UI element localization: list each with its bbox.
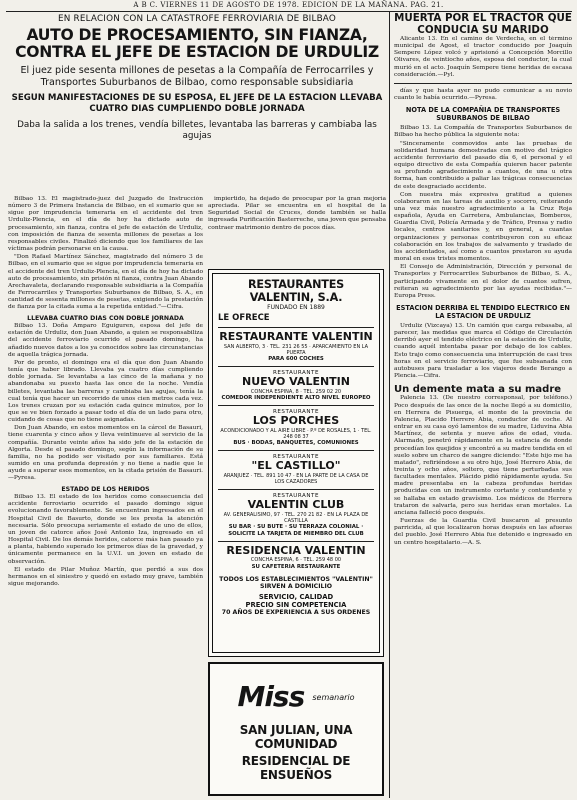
article-headline: Un demente mata a su madre [394, 384, 562, 396]
miss-ad-line: SAN JULIAN, UNA COMUNIDAD [239, 723, 353, 751]
divider [394, 83, 572, 84]
restaurant-name: NUEVO VALENTIN [242, 375, 350, 389]
ad-footer [218, 576, 374, 617]
restaurant-address: AV. GENERALISIMO, 97 · TEL. 270 21 82 · EN LA PLAZA DE CASTILLA [223, 511, 369, 525]
right-column [394, 12, 572, 800]
paragraph: "Don Rafael Martínez Sánchez, magistrado del número 3 de Bilbao, en el sumario que se sigue por imprudencia temeraria en el accidente del tren Urduliz-Plencia, en el día de hoy ha dictado auto de procesamiento, sin prisión ni fianza, contra Juan Abando Arechavaleta, declarando responsable subsidiaria a la Compañía de Ferrocarriles y Transportes Suburbanos de Bilbao, S. A., en cantidad de sesenta millones de pesetas, exigiendo la prestación de fianza por la citada suma a la repetida entidad."—Cifra. [8, 254, 203, 311]
section-subhead: ESTADO DE LOS HERIDOS [61, 485, 150, 493]
restaurant-address: CONCHA ESPINA, 8 · TEL. 259 02 20 [250, 388, 342, 395]
article-kicker: EN RELACION CON LA CATASTROFE FERROVIARIA DE BILBAO [57, 14, 336, 24]
article-subheadline: El juez pide sesenta millones de pesetas a la Compañía de Ferrocarriles y Transportes Suburbanos de Bilbao, como responsable subsidiaria [20, 65, 374, 88]
restaurant-name: RESIDENCIA VALENTIN [226, 543, 366, 557]
article-headline: MUERTA POR EL TRACTOR QUE CONDUCIA SU MARIDO [394, 12, 572, 36]
paragraph: impiertido, ha dejado de preocupar por la gran mejoría apreciada. Pilar se encuentra en el hospital de la Seguridad Social de Cruces, donde también se halla ingresada Purificación Basterreche, una joven que pensaba contraer matrimonio dentro de pocos días. [208, 196, 386, 231]
section-subhead: NOTA DE LA COMPAÑIA DE TRANSPORTES SUBURBANOS DE BILBAO [405, 106, 561, 123]
paragraph: El estado de Pilar Muñoz Martín, que perdió a sus dos hermanos en el siniestro y quedó en estado muy grave, también sigue mejorando. [8, 566, 203, 587]
section-subhead: LLEVABA CUATRO DIAS CON DOBLE JORNADA [27, 314, 184, 322]
paragraph: Palencia 13. (De nuestro corresponsal, por teléfono.) Poco después de las once de la noche llegó a su domicilio, en Herrera de Pisuerga, el monte de la provincia de Palencia, Placido Herrero Abia, conductor de coche. Al entrar en su casa oyó lamentos de su madre, Liduvina Abia Martínez, de setenta y nueve años de edad, viuda. Alarmado, penetró rápidamente en la estancia de donde procedían los quejidos y encontró a su madre tendida en el suelo sobre un charco de sangre diciendo: "Este hijo me ha matado", refiriéndose a su otro hijo, José Herrero Abia, de treinta y ocho años, soltero, que tiene perturbadas sus facultades mentales. Plácido pidió rápidamente ayuda. Su madre presentaba en la cabeza profundas heridas producidas con un instrumento cortante y contundente y se hallaba en estado gravísimo. Los médicos de Herrera trataron de salvarla, pero sus heridas eran mortales. La anciana falleció poco después. [394, 395, 572, 516]
ad-offer-label: LE OFRECE [218, 313, 270, 323]
page-folio: A B C. VIERNES 11 DE AGOSTO DE 1978. EDICION DE LA MAÑANA. PAG. 21. [133, 1, 444, 9]
restaurant-name: RESTAURANTE VALENTIN [219, 330, 373, 343]
miss-magazine-advertisement [208, 662, 384, 796]
paragraph: Fuerzas de la Guardia Civil buscaron al presunto parricida, al que localizaron horas después en las afueras del pueblo. José Herrero Abia fue detenido e ingresado en un centro hospitalario.—A. S. [394, 518, 572, 546]
ad-footer-line: TODOS LOS ESTABLECIMIENTOS "VALENTIN" SIRVEN A DOMICILIO [219, 575, 373, 591]
restaurant-entry [218, 366, 374, 401]
restaurant-entry [218, 450, 374, 485]
restaurant-extra: SU CAFETERIA RESTAURANTE [251, 563, 341, 570]
section-subhead: ESTACION DERRIBA EL TENDIDO ELECTRICO EN LA ESTACION DE URDULIZ [396, 304, 570, 320]
article-subheadline-2: SEGUN MANIFESTACIONES DE SU ESPOSA, EL JEFE DE LA ESTACION LLEVABA CUATRO DIAS CUMPLIENDO DOBLE JORNADA [11, 93, 383, 115]
restaurant-entry [218, 405, 374, 446]
restaurant-extra: SU BAR · SU BUTE · SU TERRAZA COLONIAL · SOLICITE LA TARJETA DE MIEMBRO DEL CLUB [228, 524, 364, 537]
restaurant-entry [218, 489, 374, 537]
article-column-2 [208, 196, 386, 266]
paragraph: Bilbao 13. El magistrado-juez del Juzgado de Instrucción número 3 de Primera Instancia de Bilbao, en el sumario que se sigue por imprudencia temeraria en el accidente del tren Urduliz-Plencia, en el día de hoy ha dictado auto de procesamiento, sin fianza, contra el jefe de estación de Urduliz, con imposición de fianza de sesenta millones de pesetas a los responsables civiles. Finalizó diciendo que los familiares de las víctimas podrán personarse en la causa. [8, 196, 203, 253]
article-subheadline-3: Daba la salida a los trenes, vendía billetes, levantaba las barreras y cambiaba las agujas [17, 120, 377, 142]
paragraph: El Consejo de Administración, Dirección y personal de Transportes y Ferrocarriles Suburbanos de Bilbao, S. A., participando vivamente en el dolor de cuantos sufren, reiteran su agradecimiento por las ayudas recibidas."—Europa Press. [394, 264, 572, 299]
restaurant-extra: COMEDOR INDEPENDIENTE ALTO NIVEL EUROPEO [221, 394, 371, 401]
miss-ad-line: RESIDENCIAL DE ENSUEÑOS [241, 754, 351, 782]
restaurant-extra: BUS · BODAS, BANQUETES, COMUNIONES [233, 440, 359, 447]
lead-article-header [8, 14, 386, 142]
ad-title: RESTAURANTES VALENTIN, S.A. [247, 278, 345, 304]
restaurant-name: LOS PORCHES [252, 414, 340, 428]
restaurant-kind: RESTAURANTE [273, 493, 319, 500]
column-divider [389, 12, 390, 798]
ad-footer-line: 70 AÑOS DE EXPERIENCIA A SUS ORDENES [221, 609, 371, 617]
restaurant-kind: RESTAURANTE [273, 370, 319, 377]
miss-logo: Miss [237, 680, 305, 713]
restaurant-kind: RESTAURANTE [273, 409, 319, 416]
ad-footer-line: SERVICIO, CALIDAD [258, 593, 334, 601]
restaurant-address: CONCHA ESPINA, 6 · TEL. 259 48 00 [250, 557, 342, 564]
ad-founded: FUNDADO EN 1889 [267, 304, 325, 311]
restaurant-kind: RESTAURANTE [273, 454, 319, 461]
restaurant-address: SAN ALBERTO, 3 · TEL. 231 26 55 · APARCAMIENTO EN LA PUERTA [223, 343, 369, 356]
ad-footer-line: PRECIO SIN COMPETENCIA [245, 600, 347, 609]
article-column-1 [8, 196, 203, 796]
paragraph: Alicante 13. En el camino de Verdecha, en el término municipal de Agost, el tractor conducido por Joaquín Sempere López volcó y aprisionó a Concepción Morcillo Olivares, de veintiocho años, esposa del conductor, la cual murió en el acto. Joaquín Sempere tiene heridas de escasa consideración.—Pyl. [394, 36, 572, 78]
restaurant-address: ACONDICIONADO Y AL AIRE LIBRE · P.º DE ROSALES, 1 · TEL. 248 08 37 [220, 427, 372, 440]
restaurant-name: VALENTIN CLUB [247, 498, 345, 512]
restaurant-extra: PARA 600 COCHES [268, 355, 324, 362]
paragraph: Urduliz (Vizcaya) 13. Un camión que carga rebasaba, al parecer, las medidas que marca el Código de Circulación derribó ayer el tendido eléctrico en la estación de Urduliz, cuando aquél intentaba pasar por debajo de los cables. Esto trajo como consecuencia una interrupción de casi tres horas en el servicio ferroviario, que fue subsanada con autobuses para trasladar a los viajeros desde Berango a Plencia.—Cifra. [394, 323, 572, 380]
paragraph: días y que hasta ayer no pudo comunicar a su novio cuanto le había ocurrido.—Pyresa. [394, 87, 572, 102]
miss-tagline: semanario [312, 693, 355, 702]
paragraph: Con nuestra más expresiva gratitud a quienes colaboraron en las tareas de auxilio y socorro, reiterando una vez más nuestro agradecimiento a la Cruz Roja española, Ayuda en Carretera, Ambulancias, Bomberos, Guardia Civil, Policía Armada y de Tráfico, Prensa y radio locales, centros sanitarios y, en general, a cuantas organizaciones y personas contribuyeron con su eficaz colaboración en los trabajos de salvamento y traslado de los accidentados, así como a cuantos prestaron su ayuda moral en esos tristes momentos. [394, 191, 572, 263]
paragraph: Bilbao 13. El estado de los heridos como consecuencia del accidente ferroviario ocurrido el pasado domingo sigue evolucionando favorablemente. Se encuentran ingresados en el Hospital Civil de Basurto, donde se les presta la atención necesaria. Sólo preocupa seriamente el estado de uno de ellos, un joven de catorce años José Antonio Iza, ingresado en el Hospital Civil. De los demás heridos, catorce más han pasado ya a planta, habiendo superado los primeros días de la gravedad, y únicamente permanece en la U.V.I. un joven en estado de observación. [8, 494, 203, 565]
paragraph: "Sinceramente conmovidos ante las pruebas de solidaridad humana demostradas con motivo del trágico accidente ferroviario del pasado día 6, el personal y el equipo directivo de esta Compañía quieren hacer patente su profundo agradecimiento a cuantos, de una u otra forma, han contribuido a paliar las trágicas consecuencias de este desgraciado accidente. [394, 140, 572, 190]
article-headline: AUTO DE PROCESAMIENTO, SIN FIANZA, CONTRA EL JEFE DE ESTACION DE URDULIZ [15, 26, 379, 61]
restaurant-advertisement [208, 269, 384, 657]
article-body [394, 36, 572, 800]
restaurant-name: "EL CASTILLO" [251, 459, 341, 473]
paragraph: Don Juan Abando, en estos momentos en la cárcel de Basauri, tiene cuarenta y cinco años y lleva veintinueve al servicio de la compañía. Durante veinte años ha sido jefe de la estación de Algorta. Desde el pasado domingo, según la información de su familia, no ha podido ser visitado por sus familiares. Está sumido en una profunda depresión y no tiene a nadie que le ayude a superar esos momentos, en la citada prisión de Basauri.—Pyresa. [8, 425, 203, 482]
restaurant-entry [218, 327, 374, 362]
paragraph: Bilbao 13. La Compañía de Transportes Suburbanos de Bilbao ha hecho pública la siguiente nota: [394, 125, 572, 139]
paragraph: Por de pronto, el domingo era el día que don Juan Abando tenía que haber librado. Llevaba ya cuatro días cumpliendo doble jornada. Se levantaba a las cinco de la mañana y no abandonaba su puesto hasta las once de la noche. Vendía billetes, levantaba las barreras y cambiaba las agujas, tenía la cual tenía que hacer un recorrido de unos cien metros cada vez. Los trenes cruzan por su estación cada quince minutos, por lo que se ve bien forzado a pasar todo el día de un lado para otro, cuidando de cosas que no tiene asignadas. [8, 359, 203, 424]
restaurant-address: ARANJUEZ · TEL. 891 10 47 · EN LA PARTE DE LA CASA DE LOS CAZADORES [223, 472, 369, 486]
paragraph: Bilbao 13. Doña Amparo Eguiguren, esposa del jefe de estación de Urduliz, don Juan Abando, a quien se responsabiliza del accidente ferroviario ocurrido el pasado domingo, ha añadido nuevos datos a los ya conocidos sobre las circunstancias de aquella trágica jornada. [8, 323, 203, 358]
restaurant-entry [218, 541, 374, 570]
